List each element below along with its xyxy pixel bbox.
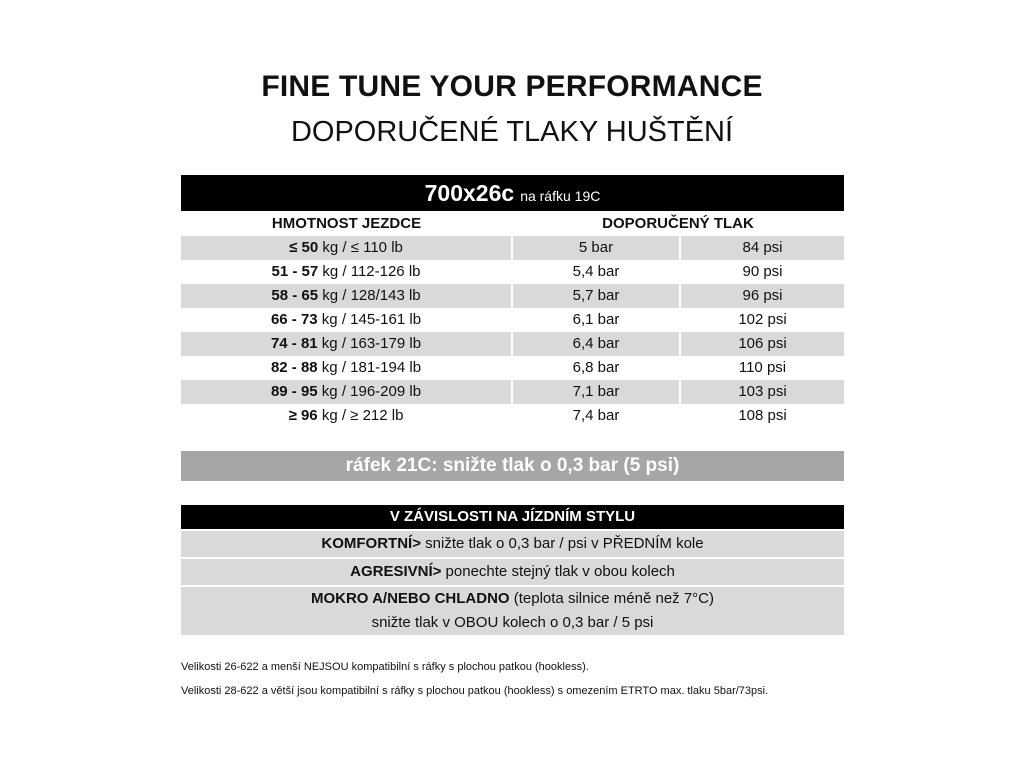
table-header (181, 175, 844, 211)
weight-range: ≥ 96 (288, 407, 318, 424)
weight-units: kg / ≥ 212 lb (317, 407, 404, 424)
weight-range: 89 - 95 (270, 383, 318, 400)
page-subtitle: DOPORUČENÉ TLAKY HUŠTĚNÍ (290, 116, 734, 148)
comfort-text: snižte tlak o 0,3 bar / psi v PŘEDNÍM kole (420, 535, 704, 552)
weight-cell (181, 236, 511, 260)
weight-cell (181, 404, 511, 428)
page-title: FINE TUNE YOUR PERFORMANCE (261, 70, 763, 103)
psi-cell: 102 psi (738, 311, 787, 328)
table-row (181, 332, 844, 356)
wet-cold-text: (teplota silnice méně než 7°C) (509, 590, 715, 607)
aggressive-text: ponechte stejný tlak v obou kolech (441, 563, 675, 580)
aggressive-row (181, 559, 844, 585)
wet-cold-line1 (181, 587, 844, 611)
column-headers (181, 211, 844, 236)
tire-size: 700x26c (424, 180, 515, 206)
footnote-2: Velikosti 28-622 a větší jsou kompatibilní s ráfky s plochou patkou (hookless) s omezením ETRTO max. tlaku 5bar/73psi. (181, 685, 769, 697)
table-row (181, 380, 844, 404)
weight-units: kg / 145-161 lb (317, 311, 422, 328)
weight-units: kg / 196-209 lb (317, 383, 422, 400)
wet-cold-row (181, 587, 844, 635)
weight-range: ≤ 50 (289, 239, 319, 256)
psi-cell: 110 psi (738, 359, 787, 376)
wet-cold-label: MOKRO A/NEBO CHLADNO (310, 590, 510, 607)
column-header-weight: HMOTNOST JEZDCE (271, 215, 422, 232)
riding-style-table (181, 505, 844, 635)
bar-cell: 6,4 bar (513, 332, 679, 356)
table-row (181, 260, 844, 284)
weight-cell (181, 308, 511, 332)
rim21-note-box (181, 451, 844, 481)
bar-cell: 7,4 bar (572, 407, 620, 424)
weight-range: 51 - 57 (271, 263, 319, 280)
comfort-label: KOMFORTNÍ> (321, 535, 421, 552)
psi-cell: 90 psi (742, 263, 783, 280)
psi-cell: 108 psi (738, 407, 787, 424)
pressure-table (181, 175, 844, 428)
column-header-pressure: DOPORUČENÝ TLAK (602, 215, 754, 232)
bar-cell: 5,4 bar (572, 263, 620, 280)
weight-range: 74 - 81 (270, 335, 318, 352)
weight-units: kg / 128/143 lb (318, 287, 421, 304)
table-row (181, 356, 844, 380)
bar-cell: 7,1 bar (513, 380, 679, 404)
footnote-1: Velikosti 26-622 a menší NEJSOU kompatibilní s ráfky s plochou patkou (hookless). (181, 661, 589, 673)
bar-cell: 6,8 bar (572, 359, 620, 376)
bar-cell: 5 bar (513, 236, 679, 260)
weight-range: 66 - 73 (270, 311, 318, 328)
table-row (181, 236, 844, 260)
table-row (181, 308, 844, 332)
psi-cell: 84 psi (681, 236, 844, 260)
weight-units: kg / 112-126 lb (318, 263, 421, 280)
bar-cell: 6,1 bar (572, 311, 620, 328)
aggressive-label: AGRESIVNÍ> (350, 563, 442, 580)
bar-cell: 5,7 bar (513, 284, 679, 308)
rim21-note: ráfek 21C: snižte tlak o 0,3 bar (5 psi) (181, 451, 844, 481)
psi-cell: 103 psi (681, 380, 844, 404)
weight-units: kg / ≤ 110 lb (318, 239, 403, 256)
weight-units: kg / 163-179 lb (317, 335, 422, 352)
weight-cell (181, 332, 511, 356)
comfort-row (181, 531, 844, 557)
table-row (181, 284, 844, 308)
wet-cold-line2: snižte tlak v OBOU kolech o 0,3 bar / 5 psi (371, 614, 654, 631)
weight-cell (181, 260, 511, 284)
weight-cell (181, 380, 511, 404)
psi-cell: 106 psi (681, 332, 844, 356)
weight-range: 58 - 65 (271, 287, 319, 304)
weight-range: 82 - 88 (270, 359, 318, 376)
weight-cell (181, 356, 511, 380)
weight-units: kg / 181-194 lb (317, 359, 422, 376)
weight-cell (181, 284, 511, 308)
riding-style-header: V ZÁVISLOSTI NA JÍZDNÍM STYLU (181, 505, 844, 529)
rim-size: na ráfku 19C (520, 188, 601, 204)
psi-cell: 96 psi (681, 284, 844, 308)
table-row (181, 404, 844, 428)
